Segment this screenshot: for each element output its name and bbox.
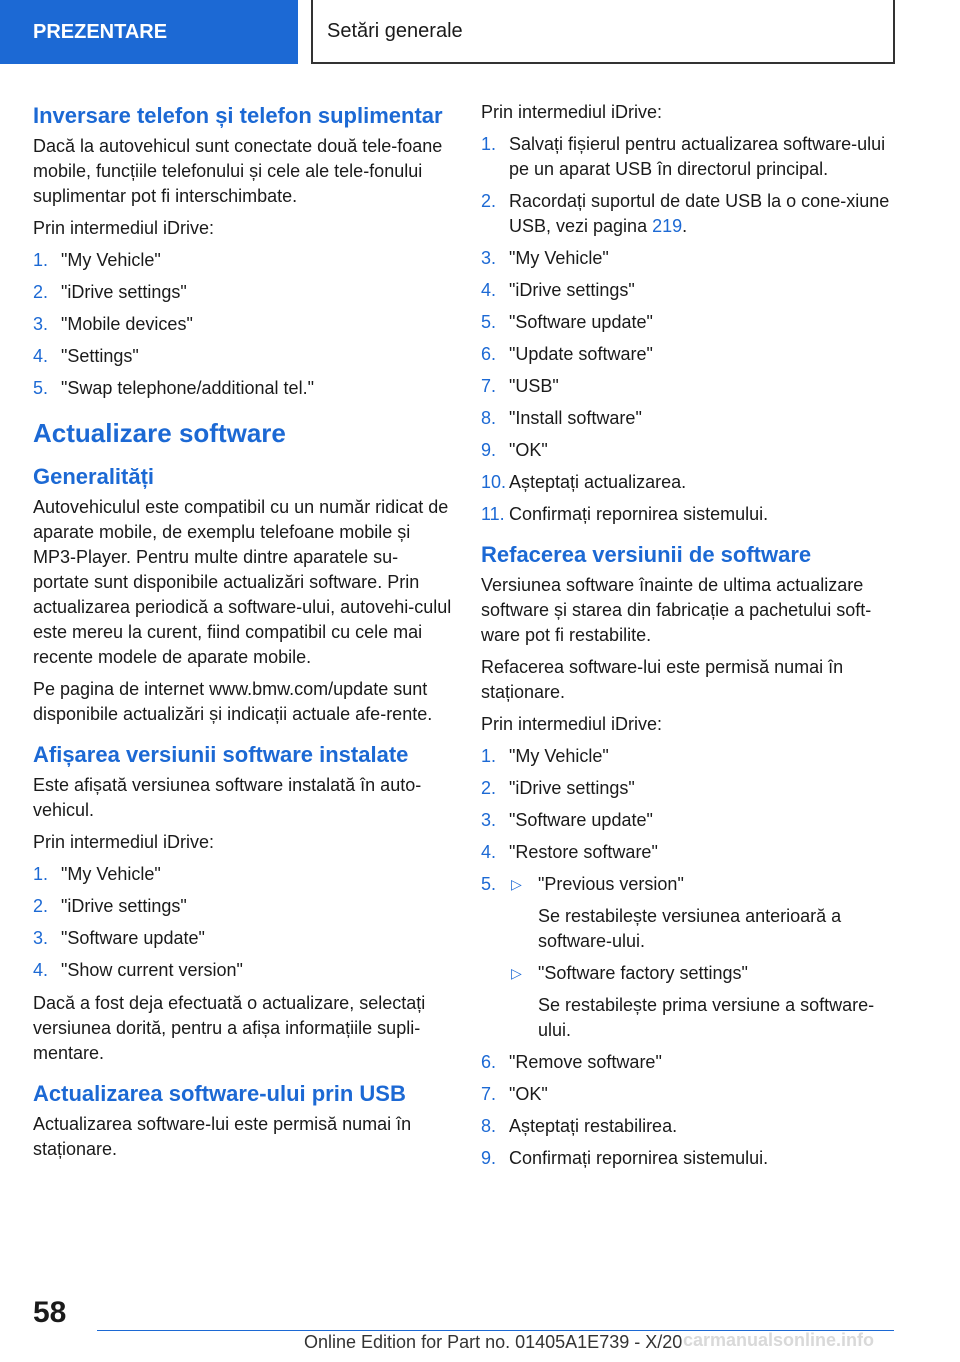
list-item: 4. "iDrive settings"	[481, 280, 635, 300]
list-item: 7. "USB"	[481, 376, 559, 396]
list-item: 2. "iDrive settings"	[481, 778, 635, 798]
list-item: 11. Confirmați repornirea sistemului.	[481, 504, 769, 524]
show-version-via: Prin intermediul iDrive:	[33, 832, 215, 852]
list-item: 3. "Software update"	[481, 810, 653, 830]
restore-heading: Refacerea versiunii de software	[481, 542, 812, 567]
list-item: 6. "Update software"	[481, 344, 653, 364]
general-heading: Generalități	[33, 464, 155, 489]
list-item: 6. "Remove software"	[481, 1052, 662, 1072]
list-item: 2. Racordați suportul de date USB la o cone-xiune USB, vezi pagina 219.	[481, 191, 890, 236]
list-item: 8. "Install software"	[481, 408, 642, 428]
restore-via: Prin intermediul iDrive:	[481, 714, 663, 734]
chapter-tab[interactable]	[0, 0, 298, 64]
list-item: 1. "My Vehicle"	[33, 250, 161, 270]
update-heading: Actualizare software	[33, 418, 286, 448]
right-column	[481, 100, 901, 1179]
show-version-paragraph: Este afișată versiunea software instalată în auto-vehicul.	[33, 775, 422, 820]
list-item: 4. "Restore software"	[481, 842, 658, 862]
watermark: carmanualsonline.info	[683, 1330, 875, 1350]
list-item: 3. "Mobile devices"	[33, 314, 193, 334]
chapter-label: PREZENTARE	[33, 20, 168, 43]
list-item: 9. "OK"	[481, 440, 548, 460]
show-version-heading: Afișarea versiunii software instalate	[33, 742, 409, 767]
usb-via: Prin intermediul iDrive:	[481, 102, 663, 122]
section-label: Setări generale	[327, 19, 463, 42]
list-item: 1. Salvați fișierul pentru actualizarea software-ului pe un aparat USB în directorul principal.	[481, 134, 886, 179]
list-item: 10. Așteptați actualizarea.	[481, 472, 687, 492]
footer-edition: Online Edition for Part no. 01405A1E739 - X/20	[304, 1332, 683, 1352]
usb-heading: Actualizarea software-ului prin USB	[33, 1081, 406, 1106]
triangle-right-icon: ▷	[511, 876, 522, 892]
page-number: 58	[33, 1296, 67, 1329]
list-item: 2. "iDrive settings"	[33, 896, 187, 916]
list-item: 7. "OK"	[481, 1084, 548, 1104]
list-item: 4. "Show current version"	[33, 960, 243, 980]
swap-steps	[33, 248, 453, 401]
swap-via: Prin intermediul iDrive:	[33, 218, 215, 238]
list-item: 3. "Software update"	[33, 928, 205, 948]
restore-option: ▷ "Previous version" Se restabilește versiunea anterioară a software-ului.	[511, 874, 842, 951]
page-link[interactable]: 219	[652, 216, 683, 236]
triangle-right-icon: ▷	[511, 965, 522, 981]
list-item: 5. "Software update"	[481, 312, 653, 332]
show-version-after: Dacă a fost deja efectuată o actualizare, selectați versiunea dorită, pentru a afișa informațiile supli-mentare.	[33, 993, 426, 1063]
list-item: 2. "iDrive settings"	[33, 282, 187, 302]
general-paragraph-2: Pe pagina de internet www.bmw.com/update sunt disponibile actualizări și indicații actuale afe-rente.	[33, 679, 433, 724]
swap-heading: Inversare telefon și telefon suplimentar	[33, 103, 443, 128]
left-column	[33, 100, 453, 1169]
restore-option: ▷ "Software factory settings" Se restabilește prima versiune a software-ului.	[511, 963, 875, 1040]
usb-paragraph: Actualizarea software-lui este permisă numai în staționare.	[33, 1114, 412, 1159]
list-item: 3. "My Vehicle"	[481, 248, 609, 268]
restore-paragraph-1: Versiunea software înainte de ultima actualizare software și starea din fabricație a pachetului soft-ware pot fi restabilite.	[481, 575, 872, 645]
show-version-steps	[33, 862, 453, 983]
list-item: 8. Așteptați restabilirea.	[481, 1116, 678, 1136]
swap-paragraph: Dacă la autovehicul sunt conectate două tele-foane mobile, funcțiile telefonului și cele ale tele-fonului suplimentar pot fi interschimbate.	[33, 136, 443, 206]
list-item: 4. "Settings"	[33, 346, 139, 366]
list-item: 9. Confirmați repornirea sistemului.	[481, 1148, 769, 1168]
restore-steps	[481, 744, 901, 1171]
restore-paragraph-2: Refacerea software-lui este permisă numai în staționare.	[481, 657, 844, 702]
section-title	[311, 0, 895, 64]
list-item: 5. "Swap telephone/additional tel."	[33, 378, 314, 398]
general-paragraph-1: Autovehiculul este compatibil cu un număr ridicat de aparate mobile, de exemplu telefoane mobile și MP3-Player. Pentru multe dintre aparatele su-portate sunt disponibile actualizări software. Prin actualizarea periodică a software-ului, autovehi-culul este mereu la curent, fiind compatibil cu cele mai recente modele de aparate mobile.	[33, 497, 452, 667]
list-item: 1. "My Vehicle"	[481, 746, 609, 766]
list-item: 1. "My Vehicle"	[33, 864, 161, 884]
list-item: 5. ▷ "Previous version" Se restabilește versiunea anterioară a software-ului. ▷ "Software factory settings" Se restabilește prima versiune a software-ului.	[481, 872, 901, 1043]
usb-steps	[481, 132, 901, 527]
